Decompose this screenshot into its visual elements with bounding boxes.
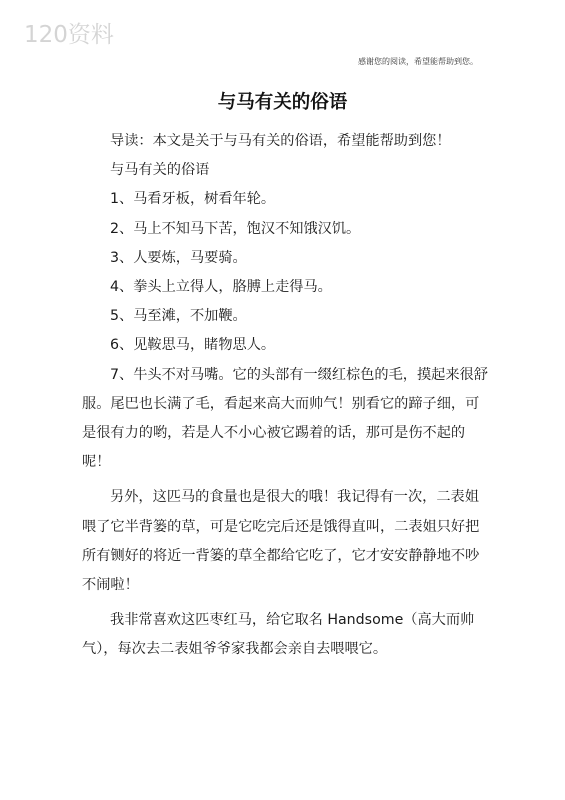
page-title: 与马有关的俗语 [217, 92, 348, 113]
document-body [82, 127, 492, 665]
list-item: 2、马上不知马下苦，饱汉不知饿汉饥。 [110, 220, 361, 237]
subheading: 与马有关的俗语 [110, 162, 210, 179]
body-paragraph: 另外，这匹马的食量也是很大的哦！我记得有一次，二表姐喂了它半背篓的草，可是它吃完后还是饿得直叫，二表姐只好把所有铡好的将近一背篓的草全都给它吃了，它才安安静静地不吵不闹啦！ [82, 489, 480, 594]
header-note: 感谢您的阅读，希望能帮助到您。 [358, 57, 478, 66]
watermark-logo: 120资料 [24, 22, 114, 48]
list-item: 5、马至滩，不加鞭。 [110, 308, 247, 325]
list-item: 7、牛头不对马嘴。它的头部有一缀红棕色的毛，摸起来很舒服。尾巴也长满了毛，看起来高大而帅气！别看它的蹄子细，可是很有力的哟，若是人不小心被它踢着的话，那可是伤不起的呢！ [82, 366, 488, 471]
list-item: 4、拳头上立得人，胳膊上走得马。 [110, 279, 332, 296]
body-paragraph: 我非常喜欢这匹枣红马，给它取名 Handsome（高大而帅气），每次去二表姐爷爷家我都会亲自去喂喂它。 [82, 612, 475, 658]
list-item: 3、人要炼，马要骑。 [110, 249, 247, 266]
list-item: 6、见鞍思马，睹物思人。 [110, 337, 276, 354]
intro-line: 导读：本文是关于与马有关的俗语，希望能帮助到您！ [110, 133, 451, 149]
list-item: 1、马看牙板，树看年轮。 [110, 191, 276, 208]
